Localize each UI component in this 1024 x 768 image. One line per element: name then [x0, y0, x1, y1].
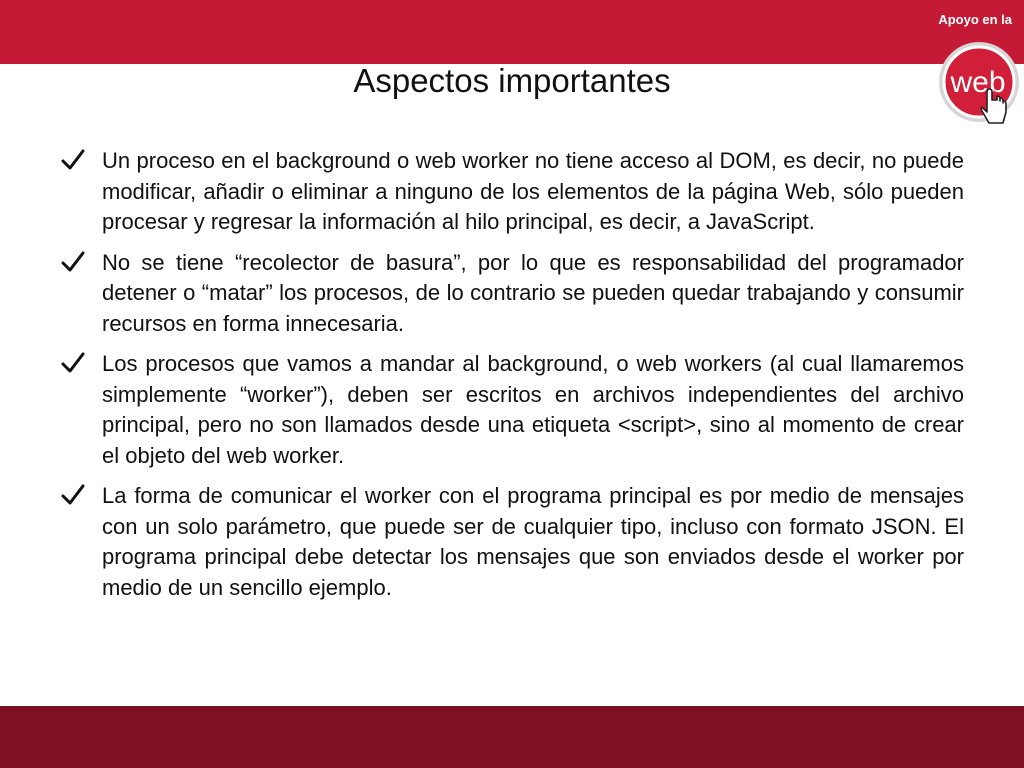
logo-caption: Apoyo en la	[938, 12, 1012, 27]
slide-title: Aspectos importantes	[353, 62, 671, 99]
bullet-item	[60, 146, 964, 238]
bullet-text: No se tiene “recolector de basura”, por lo que es responsabilidad del programador detener o “matar” los procesos, de lo contrario se pueden quedar trabajando y consumir recursos en forma innecesaria.	[102, 249, 964, 336]
bullet-text: Los procesos que vamos a mandar al background, o web workers (al cual llamaremos simplemente “worker”), deben ser escritos en archivos independientes del archivo principal, pero no son llamados desde una etiqueta <script>, sino al momento de crear el objeto del web worker.	[102, 351, 964, 468]
bullet-text: La forma de comunicar el worker con el programa principal es por medio de mensajes con un solo parámetro, que puede ser de cualquier tipo, incluso con formato JSON. El programa principal debe detectar los mensajes que son enviados desde el worker por medio de un sencillo ejemplo.	[102, 483, 964, 600]
bullet-list	[60, 146, 964, 613]
checkmark-icon	[60, 350, 86, 376]
bullet-item	[60, 248, 964, 340]
checkmark-icon	[60, 147, 86, 173]
checkmark-icon	[60, 482, 86, 508]
checkmark-icon	[60, 249, 86, 275]
bullet-text: Un proceso en el background o web worker no tiene acceso al DOM, es decir, no puede modificar, añadir o eliminar a ninguno de los elementos de la página Web, sólo pueden procesar y regresar la información al hilo principal, es decir, a JavaScript.	[102, 148, 964, 234]
bottom-banner	[0, 706, 1024, 768]
bullet-item	[60, 349, 964, 471]
logo-web-text: web	[950, 66, 1006, 99]
top-banner	[0, 0, 1024, 64]
bullet-item	[60, 481, 964, 603]
